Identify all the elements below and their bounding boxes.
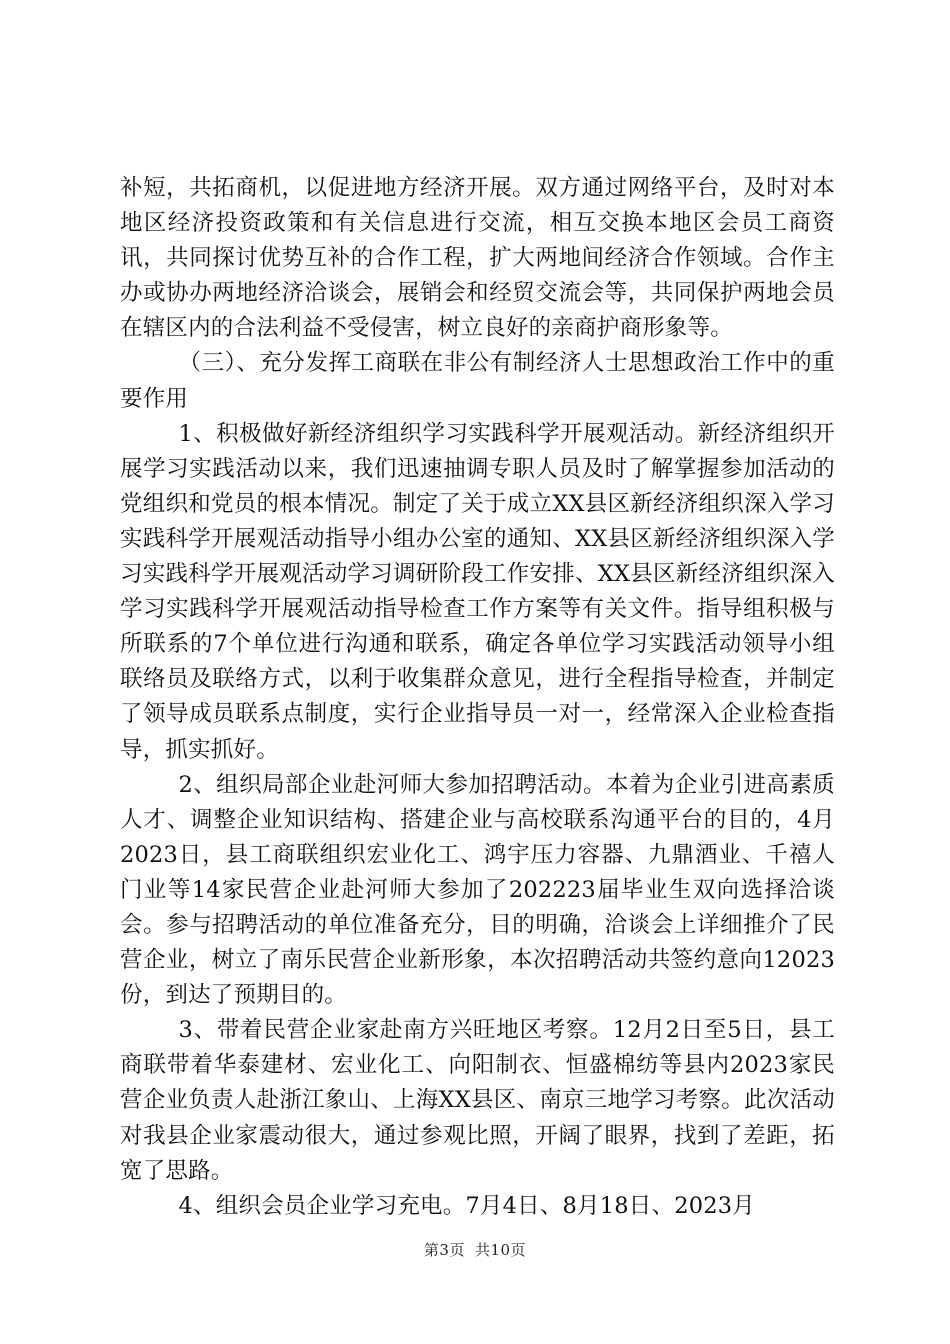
page-footer [0,1239,950,1260]
page-total: 共10页 [474,1241,527,1259]
paragraph-continuation: 补短，共拓商机，以促进地方经济开展。双方通过网络平台，及时对本地区经济投资政策和有关信息进行交流，相互交换本地区会员工商资讯，共同探讨优势互补的合作工程，扩大两地间经济合作领域。合作主办或协办两地经济洽谈会，展销会和经贸交流会等，共同保护两地会员在辖区内的合法利益不受侵害，树立良好的亲商护商形象等。 [120,175,835,342]
page-number: 第3页 [423,1241,465,1259]
paragraph-item-1: 1、积极做好新经济组织学习实践科学开展观活动。新经济组织开展学习实践活动以来，我们迅速抽调专职人员及时了解掌握参加活动的党组织和党员的根本情况。制定了关于成立XX县区新经济组织深入学习实践科学开展观活动指导小组办公室的通知、XX县区新经济组织深入学习实践科学开展观活动学习调研阶段工作安排、XX县区新经济组织深入学习实践科学开展观活动指导检查工作方案等有关文件。指导组积极与所联系的7个单位进行沟通和联系，确定各单位学习实践活动领导小组联络员及联络方式，以利于收集群众意见，进行全程指导检查，并制定了领导成员联系点制度，实行企业指导员一对一，经常深入企业检查指导，抓实抓好。 [120,420,835,763]
paragraph-item-3: 3、带着民营企业家赴南方兴旺地区考察。12月2日至5日，县工商联带着华泰建材、宏业化工、向阳制衣、恒盛棉纺等县内2023家民营企业负责人赴浙江象山、上海XX县区、南京三地学习考察。此次活动对我县企业家震动很大，通过参观比照，开阔了眼界，找到了差距，拓宽了思路。 [120,1017,835,1184]
paragraph-item-2: 2、组织局部企业赴河师大参加招聘活动。本着为企业引进高素质人才、调整企业知识结构、搭建企业与高校联系沟通平台的目的，4月2023日，县工商联组织宏业化工、鸿宇压力容器、九鼎酒业、千禧人门业等14家民营企业赴河师大参加了202223届毕业生双向选择洽谈会。参与招聘活动的单位准备充分，目的明确，洽谈会上详细推介了民营企业，树立了南乐民营企业新形象，本次招聘活动共签约意向12023份，到达了预期目的。 [120,771,835,1009]
document-body [120,171,835,1224]
paragraph-item-4: 4、组织会员企业学习充电。7月4日、8月18日、2023月 [178,1192,755,1219]
section-heading-3: （三）、充分发挥工商联在非公有制经济人士思想政治工作中的重要作用 [120,350,835,412]
